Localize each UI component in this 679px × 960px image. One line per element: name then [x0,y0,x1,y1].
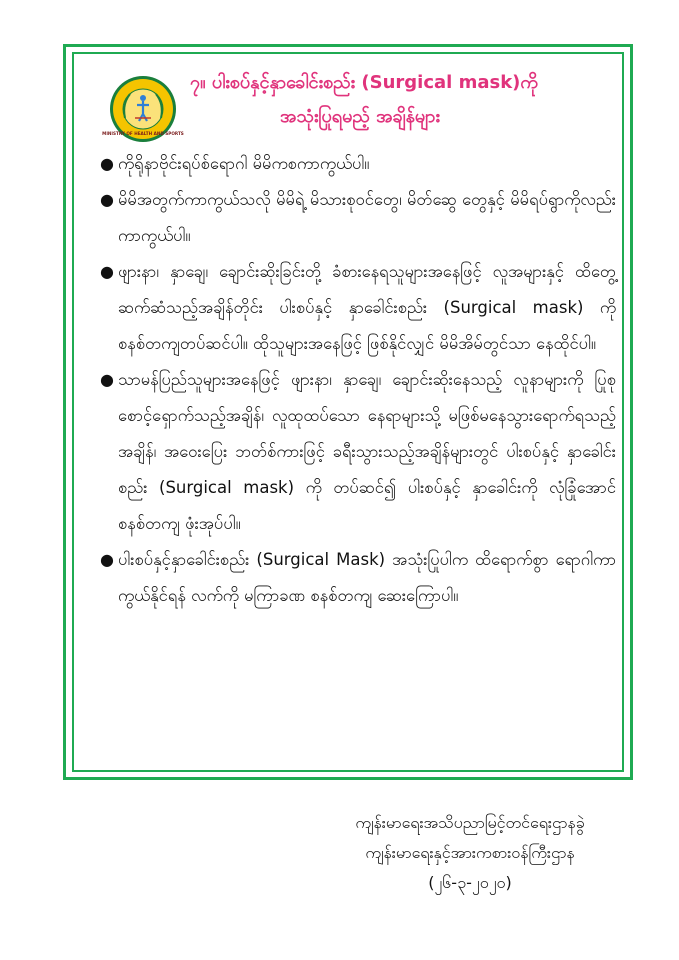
issuer-ministry: ကျန်းမာရေးနှင့်အားကစားဝန်ကြီးဌာန [365,843,575,862]
bullet-icon: ● [100,370,114,389]
bullet-icon: ● [100,154,114,173]
list-item [100,362,616,542]
page-title [190,66,539,134]
issuer-signature [300,808,640,898]
list-item [100,542,616,614]
bullet-text: မိမိအတွက်ကာကွယ်သလို မိမိရဲ့ မိသားစုဝင်တွေ၊ မိတ်ဆွေ တွေနှင့် မိမိရပ်ရွာကိုလည်း ကာကွယ်ပါ။ [118,190,616,245]
list-item [100,146,616,182]
title-line-2: အသုံးပြုရမည့် အချိန်များ [280,106,440,127]
issuer-department: ကျန်းမာရေးအသိပညာမြင့်တင်ရေးဌာနခွဲ [355,813,585,832]
issue-date: (၂၆-၃-၂၀၂၀) [428,873,512,892]
bullet-icon: ● [100,262,114,281]
bullet-text: ဖျားနာ၊ နှာချေ၊ ချောင်းဆိုးခြင်းတို့ ခံစားနေရသူများအနေဖြင့် လူအများနှင့် ထိတွေ့ဆက်ဆံသည့်အချိန်တိုင်း ပါးစပ်နှင့် နှာခေါင်းစည်း (Surgical mask) ကို စနစ်တကျတပ်ဆင်ပါ။ ထိုသူများအနေဖြင့် ဖြစ်နိုင်လျှင် မိမိအိမ်တွင်သာ နေထိုင်ပါ။ [118,262,616,353]
ministry-seal-icon [102,74,184,144]
bullet-text: ကိုရိုနာဗိုင်းရပ်စ်ရောဂါ မိမိကစကာကွယ်ပါ။ [118,154,370,173]
list-item [100,254,616,362]
list-item [100,182,616,254]
bullet-icon: ● [100,550,114,569]
bullet-text: ပါးစပ်နှင့်နှာခေါင်းစည်း (Surgical Mask) အသုံးပြုပါက ထိရောက်စွာ ရောဂါကာကွယ်နိုင်ရန် လက်ကို မကြာခဏ စနစ်တကျ ဆေးကြောပါ။ [118,550,616,605]
title-line-1: ၇။ ပါးစပ်နှင့်နှာခေါင်းစည်း (Surgical mask)ကို [190,72,539,93]
seal-arc-text: MINISTRY OF HEALTH AND SPORTS [102,131,184,136]
bullet-list [100,146,616,614]
bullet-text: သာမန်ပြည်သူများအနေဖြင့် ဖျားနာ၊ နှာချေ၊ ချောင်းဆိုးနေသည့် လူနာများကို ပြုစုစောင့်ရှောက်သည့်အချိန်၊ လူထုထပ်သော နေရာများသို့ မဖြစ်မနေသွားရောက်ရသည့်အချိန်၊ အဝေးပြေး ဘတ်စ်ကားဖြင့် ခရီးသွားသည့်အချိန်များတွင် ပါးစပ်နှင့် နှာခေါင်းစည်း (Surgical mask) ကို တပ်ဆင်၍ ပါးစပ်နှင့် နှာခေါင်းကို လုံခြုံအောင် စနစ်တကျ ဖုံးအုပ်ပါ။ [118,370,616,533]
bullet-icon: ● [100,190,114,209]
